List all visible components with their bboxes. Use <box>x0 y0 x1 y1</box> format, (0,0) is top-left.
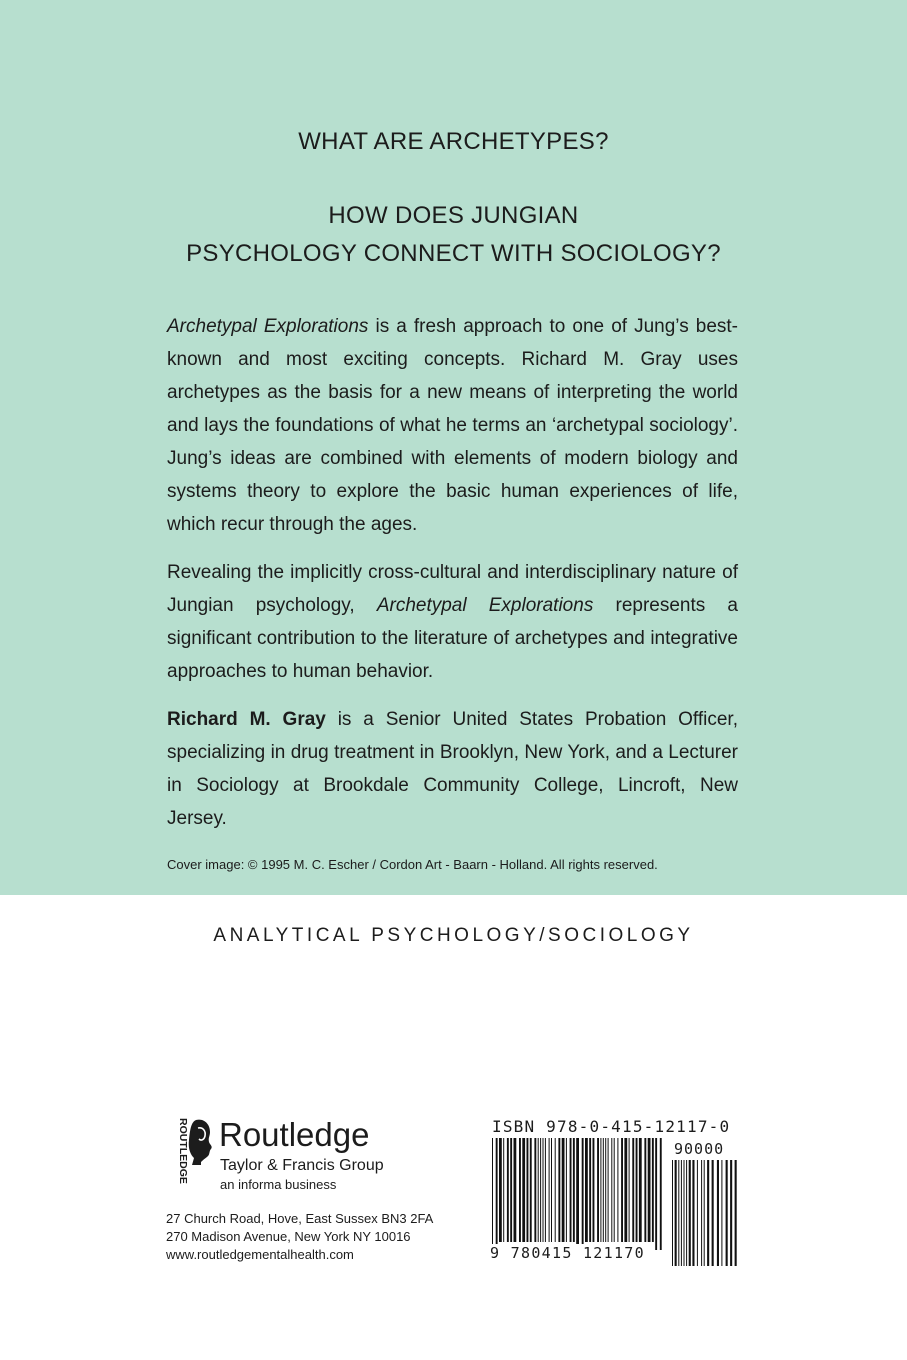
barcode-bar <box>629 1138 630 1242</box>
barcode-addon-bar <box>672 1160 673 1266</box>
barcode-addon-bar <box>689 1160 691 1266</box>
barcode-bar <box>617 1138 618 1242</box>
barcode-bar <box>576 1138 579 1250</box>
barcode-bar <box>503 1138 504 1242</box>
barcode-bar <box>648 1138 651 1242</box>
svg-text:ROUTLEDGE: ROUTLEDGE <box>177 1118 189 1184</box>
barcode-bar <box>510 1138 512 1242</box>
barcode-bar <box>660 1138 662 1250</box>
barcode-addon-bar <box>697 1160 698 1266</box>
barcode-addon-bar <box>684 1160 685 1266</box>
barcode-bar <box>614 1138 615 1242</box>
publisher-business: an informa business <box>220 1177 337 1192</box>
publisher-group: Taylor & Francis Group <box>220 1157 384 1174</box>
barcode-addon-bar <box>675 1160 677 1266</box>
barcode-bar <box>558 1138 560 1242</box>
book-title-italic: Archetypal Explorations <box>376 595 594 616</box>
barcode-addon-bar <box>721 1160 722 1266</box>
blurb-paragraph-2 <box>167 556 738 688</box>
barcode-bar <box>538 1138 539 1242</box>
barcode-bar <box>582 1138 584 1250</box>
barcode-addon-bar <box>712 1160 714 1266</box>
barcode-bar <box>566 1138 567 1242</box>
barcode-bar <box>644 1138 646 1242</box>
question-archetypes: WHAT ARE ARCHETYPES? <box>298 128 609 155</box>
barcode-addon-bar <box>681 1160 682 1266</box>
barcode-bar <box>652 1138 654 1242</box>
barcode-bar <box>589 1138 591 1242</box>
barcode-bar <box>540 1138 541 1242</box>
isbn-number: ISBN 978-0-415-12117-0 <box>492 1117 731 1136</box>
question-line-2: PSYCHOLOGY CONNECT WITH SOCIOLOGY? <box>186 240 721 267</box>
barcode-bar <box>507 1138 509 1242</box>
barcode-bar <box>608 1138 609 1242</box>
barcode-bar <box>611 1138 612 1242</box>
publisher-website: www.routledgementalhealth.com <box>166 1247 354 1262</box>
barcode-addon-bar <box>726 1160 728 1266</box>
barcode-bar <box>600 1138 601 1242</box>
barcode-bar <box>603 1138 604 1242</box>
author-name: Richard M. Gray <box>167 709 326 730</box>
barcode-bar <box>530 1138 532 1242</box>
barcode-bar <box>543 1138 544 1242</box>
barcode-addon-bar <box>735 1160 737 1266</box>
barcode-bar <box>534 1138 536 1242</box>
barcode-addon-bar <box>730 1160 732 1266</box>
blurb-paragraph-1 <box>167 310 738 541</box>
barcode-bar <box>555 1138 556 1242</box>
barcode-bar <box>585 1138 588 1242</box>
barcode-bar <box>545 1138 546 1242</box>
publisher-address-us: 270 Madison Avenue, New York NY 10016 <box>166 1229 411 1244</box>
barcode-bar <box>522 1138 525 1242</box>
barcode-bar <box>621 1138 623 1242</box>
barcode-bar <box>499 1138 502 1242</box>
barcode-bar <box>527 1138 529 1242</box>
question-jungian-sociology <box>0 197 907 273</box>
author-bio-text: is a Senior United States Probation Officer, specializing in drug treatment in Brooklyn, New York, and a Lecturer in Sociology at Brookdale Community College, Lincroft, New Jersey. <box>167 709 738 829</box>
subject-category: ANALYTICAL PSYCHOLOGY/SOCIOLOGY <box>213 925 694 946</box>
barcode-bar <box>562 1138 565 1242</box>
barcode-bar <box>639 1138 642 1242</box>
barcode-bar <box>632 1138 634 1242</box>
barcode-bar <box>496 1138 498 1250</box>
cover-image-credit: Cover image: © 1995 M. C. Escher / Cordon Art - Baarn - Holland. All rights reserved. <box>167 857 658 872</box>
barcode-addon-bar <box>707 1160 709 1266</box>
barcode-bar <box>636 1138 638 1242</box>
barcode-bar <box>492 1138 493 1250</box>
routledge-vertical-wordmark <box>166 1118 189 1184</box>
ean-number: 9 780415 121170 <box>490 1244 645 1262</box>
barcode-addon-bar <box>692 1160 694 1266</box>
barcode-bar <box>551 1138 552 1242</box>
barcode-bar <box>549 1138 550 1242</box>
barcode-bar <box>519 1138 521 1242</box>
blurb-paragraph-2-end: represents a significant contribution to the literature of archetypes and integrative approaches to human behavior. <box>167 595 738 682</box>
barcode-bar <box>514 1138 517 1242</box>
barcode-bar <box>593 1138 595 1242</box>
book-title-italic: Archetypal Explorations <box>167 316 369 337</box>
barcode-addon-bar <box>704 1160 705 1266</box>
barcode-addon-bar <box>678 1160 679 1266</box>
blurb-paragraph-1-text: is a fresh approach to one of Jung’s best-known and most exciting concepts. Richard M. Gray uses archetypes as the basis for a new means of interpreting the world and lays the foundations of what he terms an ‘archetypal sociology’. Jung’s ideas are combined with elements of modern biology and systems theory to explore the basic human experiences of life, which recur through the ages. <box>167 316 738 535</box>
barcode-bar <box>597 1138 599 1242</box>
publisher-address-uk: 27 Church Road, Hove, East Sussex BN3 2FA <box>166 1211 434 1226</box>
publisher-name: Routledge <box>219 1116 370 1153</box>
barcode-bar <box>624 1138 627 1242</box>
question-line-1: HOW DOES JUNGIAN <box>328 202 579 229</box>
barcode-addon-bar <box>717 1160 719 1266</box>
barcode-bar <box>573 1138 575 1242</box>
barcode-bar <box>570 1138 572 1242</box>
author-bio <box>167 703 738 835</box>
barcode-bar <box>655 1138 657 1250</box>
barcode-addon-bar <box>686 1160 687 1266</box>
routledge-profile-logo-icon <box>188 1118 214 1166</box>
barcode-bar <box>605 1138 606 1242</box>
price-code: 90000 <box>674 1140 725 1158</box>
barcode-addon-bar <box>701 1160 702 1266</box>
blurb-paragraph-2-start: Revealing the implicitly cross-cultural and interdisciplinary nature of Jungian psychology, <box>167 562 738 616</box>
